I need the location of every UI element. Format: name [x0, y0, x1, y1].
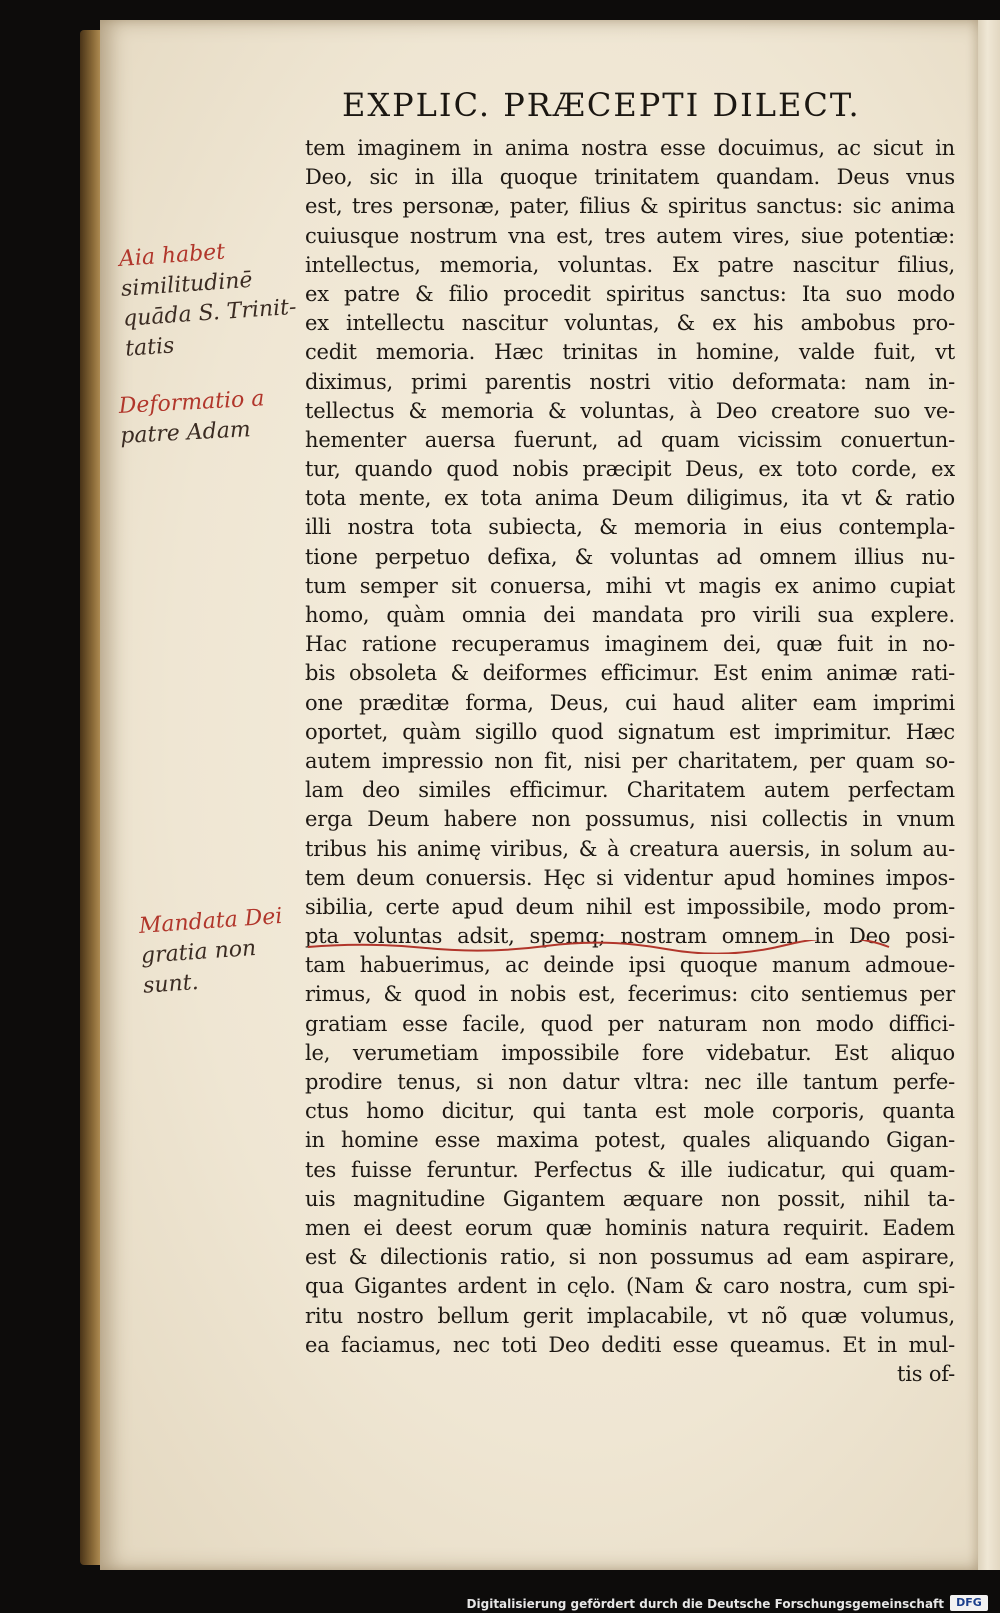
- text-line: tribus his animę viribus, & à creatura auersis, in solum au-: [305, 836, 955, 861]
- text-line: intellectus, memoria, voluntas. Ex patre nascitur filius,: [305, 252, 955, 277]
- marginal-note-line: similitudinē: [120, 267, 254, 302]
- text-line: le, verumetiam impossibile fore videbatur. Est aliquo: [305, 1040, 955, 1065]
- page-fore-edge: [975, 20, 1000, 1570]
- text-line: rimus, & quod in nobis est, fecerimus: cito sentiemus per: [305, 982, 955, 1007]
- running-head: EXPLIC. PRÆCEPTI DILECT.: [342, 86, 861, 124]
- text-line: tis of-: [897, 1361, 955, 1386]
- text-line: tota mente, ex tota anima Deum diligimus, ita vt & ratio: [305, 486, 955, 511]
- text-line: oportet, quàm sigillo quod signatum est imprimitur. Hæc: [305, 719, 955, 744]
- marginal-note-line: quāda S. Trinit-: [122, 294, 298, 332]
- text-line: tam habuerimus, ac deinde ipsi quoque manum admoue-: [305, 953, 955, 978]
- text-line: homo, quàm omnia dei mandata pro virili sua explere.: [305, 603, 955, 627]
- text-line: in homine esse maxima potest, quales aliquando Gigan-: [305, 1128, 955, 1153]
- text-line: lam deo similes efficimur. Charitatem autem perfectam: [305, 778, 955, 803]
- text-line: hementer auersa fuerunt, ad quam vicissim conuertun-: [305, 427, 955, 452]
- text-line: sibilia, certe apud deum nihil est impossibile, modo prom-: [305, 894, 955, 919]
- marginal-note-line: Mandata Dei: [138, 903, 284, 939]
- text-line: diximus, primi parentis nostri vitio deformata: nam in-: [305, 369, 955, 394]
- marginal-note-line: sunt.: [142, 969, 200, 999]
- marginal-note-trinity: [118, 233, 299, 365]
- text-line: tione perpetuo defixa, & voluntas ad omnem illius nu-: [305, 544, 955, 569]
- marginal-note-mandates: [138, 902, 288, 1002]
- marginal-note-line: gratia non: [140, 935, 257, 969]
- text-line: est & dilectionis ratio, si non possumus ad eam aspirare,: [305, 1245, 955, 1270]
- text-line: Hac ratione recuperamus imaginem dei, quæ fuit in no-: [305, 632, 955, 657]
- marginal-note-line: tatis: [124, 333, 176, 362]
- text-line: tes fuisse feruntur. Perfectus & ille iudicatur, qui quam-: [305, 1157, 955, 1182]
- text-line: Deo, sic in illa quoque trinitatem quandam. Deus vnus: [305, 165, 955, 190]
- text-line: tum semper sit conuersa, mihi vt magis ex animo cupiat: [305, 573, 955, 598]
- text-line: cuiusque nostrum vna est, tres autem vires, siue potentiæ:: [305, 223, 955, 248]
- text-line: ex patre & filio procedit spiritus sanctus: Ita suo modo: [305, 281, 955, 306]
- red-underline-annotation: [306, 940, 891, 954]
- body-text: [305, 134, 955, 1389]
- text-line: prodire tenus, si non datur vltra: nec ille tantum perfe-: [305, 1070, 955, 1094]
- dfg-logo: DFG: [950, 1595, 988, 1611]
- text-line: ea faciamus, nec toti Deo dediti esse queamus. Et in mul-: [305, 1332, 955, 1357]
- marginal-note-line: Aia habet: [118, 239, 226, 272]
- marginal-note-line: patre Adam: [119, 417, 252, 449]
- text-line: ctus homo dicitur, qui tanta est mole corporis, quanta: [305, 1099, 955, 1124]
- text-line: erga Deum habere non possumus, nisi collectis in vnum: [305, 807, 955, 832]
- text-line: ex intellectu nascitur voluntas, & ex his ambobus pro-: [305, 311, 955, 336]
- text-line: est, tres personæ, pater, filius & spiritus sanctus: sic anima: [305, 194, 955, 219]
- text-line: autem impressio non fit, nisi per charitatem, per quam so-: [305, 748, 955, 773]
- text-line: tem deum conuersis. Hęc si videntur apud homines impos-: [305, 865, 955, 890]
- text-line: illi nostra tota subiecta, & memoria in eius contempla-: [305, 515, 955, 540]
- marginal-note-deformation: [118, 384, 267, 452]
- text-line: uis magnitudine Gigantem æquare non possit, nihil ta-: [305, 1186, 955, 1211]
- digitization-credit: Digitalisierung gefördert durch die Deutsche Forschungsgemeinschaft: [466, 1597, 944, 1611]
- text-line: bis obsoleta & deiformes efficimur. Est enim animæ rati-: [305, 661, 955, 686]
- text-line: tem imaginem in anima nostra esse docuimus, ac sicut in: [305, 136, 955, 160]
- text-line: tur, quando quod nobis præcipit Deus, ex toto corde, ex: [305, 457, 955, 482]
- text-line: cedit memoria. Hæc trinitas in homine, valde fuit, vt: [305, 340, 955, 365]
- text-line: gratiam esse facile, quod per naturam non modo diffici-: [305, 1011, 955, 1036]
- text-line: one præditæ forma, Deus, cui haud aliter eam imprimi: [305, 690, 955, 715]
- text-line: ritu nostro bellum gerit implacabile, vt nõ quæ volumus,: [305, 1303, 955, 1328]
- text-line: men ei deest eorum quæ hominis natura requirit. Eadem: [305, 1215, 955, 1240]
- marginal-note-line: Deformatio a: [118, 386, 265, 419]
- text-line: qua Gigantes ardent in cęlo. (Nam & caro nostra, cum spi-: [305, 1274, 955, 1299]
- text-line: tellectus & memoria & voluntas, à Deo creatore suo ve-: [305, 398, 955, 423]
- text-line: pta voluntas adsit, spemq; nostram omnem in Deo posi-: [305, 924, 955, 949]
